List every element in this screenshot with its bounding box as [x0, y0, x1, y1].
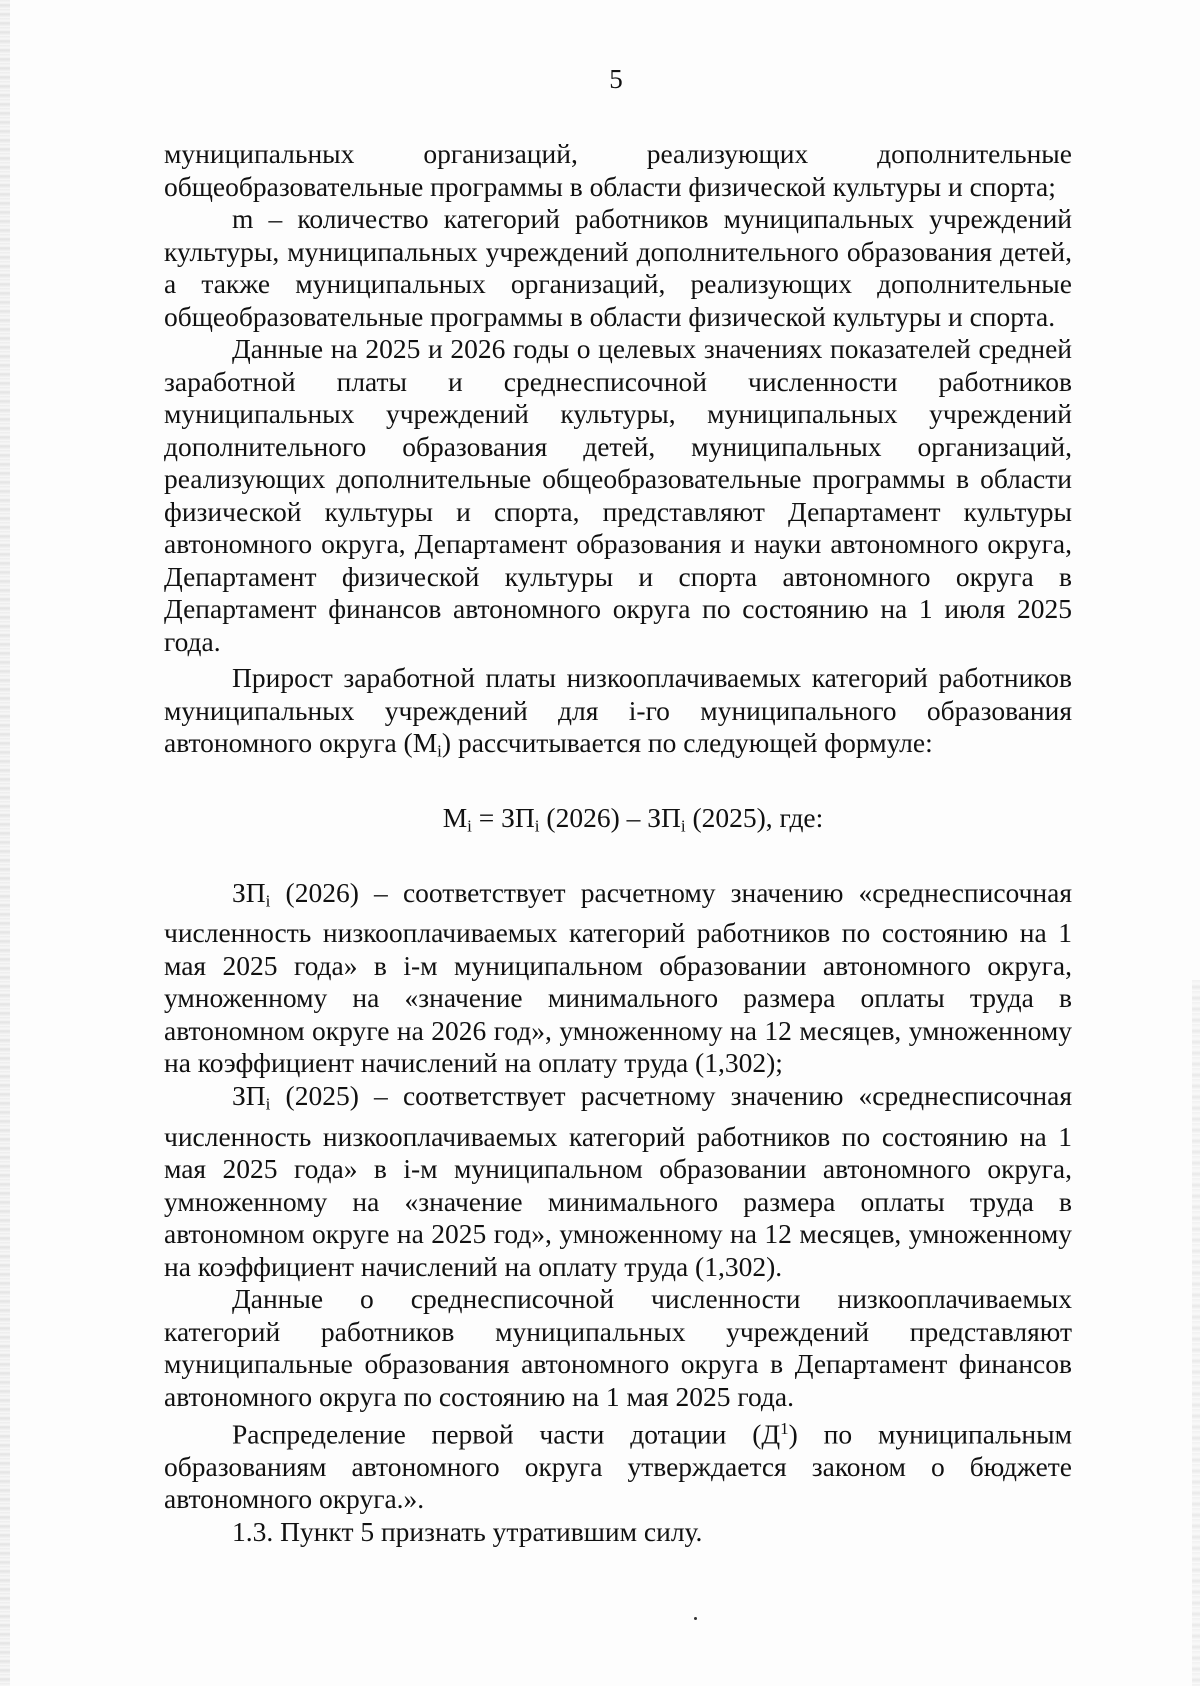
- text-segment: (2026) – соответствует расчетному значению «среднесписочная численность низкооплачиваемых категорий работников по состоянию на 1 мая 2025 года» в i-м муниципальном образовании автономного округа, умноженному на «значение минимального размера оплаты труда в автономном округе на 2026 год», умноженному на 12 месяцев, умноженному на коэффициент начислений на оплату труда (1,302);: [164, 876, 1072, 1079]
- subscript: i: [437, 741, 442, 761]
- paragraph-continuation: муниципальных организаций, реализующих дополнительные общеобразовательные программы в области физической культуры и спорта;: [164, 138, 1072, 202]
- paragraph-salary-growth: [164, 662, 1072, 768]
- text-segment: Распределение первой части дотации (Д: [232, 1418, 781, 1450]
- formula-symbol-m: M: [442, 801, 468, 833]
- formula-mi: [164, 802, 1072, 843]
- text-segment: ) рассчитывается по следующей формуле:: [441, 727, 933, 758]
- scan-edge-left: [0, 0, 10, 1686]
- formula-segment: = ЗП: [471, 801, 535, 833]
- paragraph-m-definition: m – количество категорий работников муниципальных учреждений культуры, муниципальных учреждений дополнительного образования детей, а также муниципальных организаций, реализующих дополнительные общеобразовательные программы в области физической культуры и спорта.: [164, 203, 1072, 332]
- paragraph-zp-2025: [164, 1080, 1072, 1283]
- subscript: i: [265, 890, 271, 910]
- subscript: i: [680, 816, 686, 835]
- scan-speck: [694, 1617, 697, 1620]
- subscript: i: [467, 816, 472, 835]
- text-segment: (2025) – соответствует расчетному значению «среднесписочная численность низкооплачиваемых категорий работников по состоянию на 1 мая 2025 года» в i-м муниципальном образовании автономного округа, умноженному на «значение минимального размера оплаты труда в автономном округе на 2025 год», умноженному на 12 месяцев, умноженному на коэффициент начислений на оплату труда (1,302).: [164, 1079, 1072, 1282]
- text-segment: ) по муниципальным образованиям автономного округа утверждается законом о бюджете автономного округа.».: [164, 1418, 1072, 1515]
- paragraph-zp-2026: [164, 877, 1072, 1080]
- text-segment: ЗП: [232, 1079, 266, 1111]
- paragraph-item-1-3: 1.3. Пункт 5 признать утратившим силу.: [232, 1515, 703, 1547]
- formula-segment: (2026) – ЗП: [539, 801, 681, 833]
- text-segment: Прирост заработной платы низкооплачиваемых категорий работников муниципальных учреждений для i-го муниципального образования автономного округа (M: [164, 662, 1072, 758]
- page-number: 5: [609, 64, 623, 94]
- paragraph-headcount-data: Данные о среднесписочной численности низкооплачиваемых категорий работников муниципальных учреждений представляют муниципальные образования автономного округа в Департамент финансов автономного округа по состоянию на 1 мая 2025 года.: [164, 1283, 1072, 1412]
- paragraph-data-2025-2026: Данные на 2025 и 2026 годы о целевых значениях показателей средней заработной платы и среднесписочной численности работников муниципальных учреждений культуры, муниципальных учреждений дополнительного образования детей, муниципальных организаций, реализующих дополнительные общеобразовательные программы в области физической культуры и спорта, представляют Департамент культуры автономного округа, Департамент образования и науки автономного округа, Департамент физической культуры и спорта автономного округа в Департамент финансов автономного округа по состоянию на 1 июля 2025 года.: [164, 333, 1072, 657]
- text-segment: ЗП: [232, 876, 266, 908]
- subscript: i: [534, 816, 540, 835]
- document-body: [164, 138, 1072, 1548]
- superscript: 1: [780, 1419, 789, 1438]
- formula-segment: (2025), где:: [685, 801, 824, 833]
- paragraph-subsidy-distribution: [164, 1413, 1072, 1516]
- subscript: i: [265, 1094, 271, 1113]
- scan-edge-right: [1192, 980, 1200, 1686]
